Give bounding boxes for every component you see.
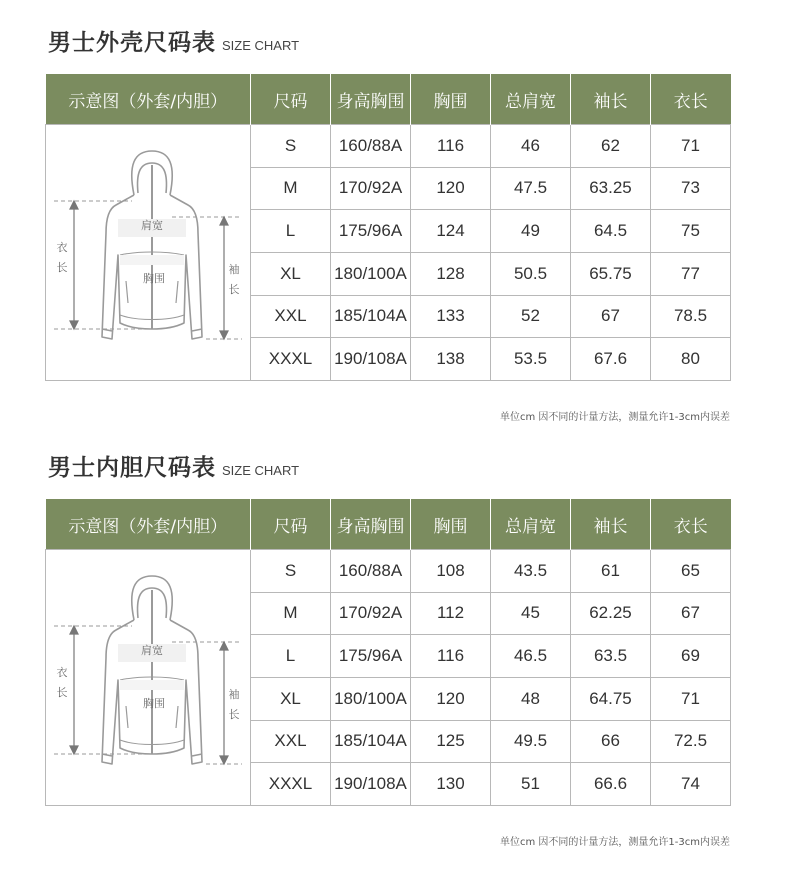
measurement-note: 单位cm 因不同的计量方法，测量允许1-3cm内误差 <box>500 837 730 848</box>
chest-label: 胸围 <box>143 697 165 710</box>
length-label-1: 衣 <box>56 666 68 679</box>
measure-cell: 116 <box>411 635 491 678</box>
size-cell: L <box>251 210 331 253</box>
measure-cell: 52 <box>491 295 571 338</box>
size-cell: XL <box>251 252 331 295</box>
title-cn: 男士内胆尺码表 <box>48 455 216 481</box>
shoulder-label: 肩宽 <box>141 644 163 657</box>
measure-cell: 190/108A <box>331 763 411 806</box>
measure-cell: 51 <box>491 763 571 806</box>
column-header: 示意图（外套/内胆） <box>46 74 251 125</box>
measurement-note: 单位cm 因不同的计量方法，测量允许1-3cm内误差 <box>500 412 730 423</box>
measure-cell: 185/104A <box>331 720 411 763</box>
shoulder-label: 肩宽 <box>141 219 163 232</box>
measure-cell: 112 <box>411 592 491 635</box>
measure-cell: 49.5 <box>491 720 571 763</box>
measure-cell: 180/100A <box>331 252 411 295</box>
sleeve-arrow <box>220 217 228 339</box>
sleeve-label-1: 袖 <box>228 688 240 701</box>
size-table <box>45 74 731 381</box>
measure-cell: 69 <box>651 635 731 678</box>
length-label-2: 长 <box>56 686 68 699</box>
size-cell: S <box>251 125 331 168</box>
sleeve-label-2: 长 <box>228 708 240 721</box>
column-header: 袖长 <box>571 499 651 550</box>
measure-cell: 120 <box>411 677 491 720</box>
measure-cell: 180/100A <box>331 677 411 720</box>
measure-cell: 65.75 <box>571 252 651 295</box>
measure-cell: 62 <box>571 125 651 168</box>
measure-cell: 170/92A <box>331 592 411 635</box>
size-cell: XXL <box>251 720 331 763</box>
size-cell: XXXL <box>251 338 331 381</box>
measure-cell: 74 <box>651 763 731 806</box>
table-header-row <box>46 74 731 125</box>
sleeve-arrow <box>220 642 228 764</box>
measure-cell: 64.75 <box>571 677 651 720</box>
table-row <box>46 125 731 168</box>
column-header: 衣长 <box>651 499 731 550</box>
column-header: 总肩宽 <box>491 74 571 125</box>
measure-cell: 65 <box>651 550 731 593</box>
measure-cell: 175/96A <box>331 210 411 253</box>
chest-label: 胸围 <box>143 272 165 285</box>
measure-cell: 185/104A <box>331 295 411 338</box>
column-header: 身高胸围 <box>331 74 411 125</box>
diagram-cell <box>46 125 251 381</box>
title-en: SIZE CHART <box>222 463 300 478</box>
measure-cell: 63.5 <box>571 635 651 678</box>
measure-cell: 71 <box>651 677 731 720</box>
column-header: 示意图（外套/内胆） <box>46 499 251 550</box>
column-header: 胸围 <box>411 499 491 550</box>
measure-cell: 108 <box>411 550 491 593</box>
measure-cell: 67 <box>571 295 651 338</box>
size-cell: S <box>251 550 331 593</box>
measure-cell: 50.5 <box>491 252 571 295</box>
measure-cell: 73 <box>651 167 731 210</box>
measure-cell: 116 <box>411 125 491 168</box>
measure-cell: 80 <box>651 338 731 381</box>
column-header: 尺码 <box>251 74 331 125</box>
measure-cell: 67.6 <box>571 338 651 381</box>
measure-cell: 160/88A <box>331 550 411 593</box>
measure-cell: 46.5 <box>491 635 571 678</box>
measure-cell: 72.5 <box>651 720 731 763</box>
measure-cell: 53.5 <box>491 338 571 381</box>
length-arrow <box>70 626 78 754</box>
size-cell: M <box>251 167 331 210</box>
length-label-1: 衣 <box>56 241 68 254</box>
measure-cell: 67 <box>651 592 731 635</box>
measure-cell: 190/108A <box>331 338 411 381</box>
section-title <box>48 449 299 482</box>
measure-cell: 130 <box>411 763 491 806</box>
measure-cell: 45 <box>491 592 571 635</box>
measure-cell: 43.5 <box>491 550 571 593</box>
measure-cell: 78.5 <box>651 295 731 338</box>
measure-cell: 160/88A <box>331 125 411 168</box>
size-cell: XXL <box>251 295 331 338</box>
title-cn: 男士外壳尺码表 <box>48 30 216 56</box>
size-cell: XXXL <box>251 763 331 806</box>
measure-cell: 128 <box>411 252 491 295</box>
measure-cell: 62.25 <box>571 592 651 635</box>
size-table <box>45 499 731 806</box>
measure-cell: 66.6 <box>571 763 651 806</box>
measure-cell: 47.5 <box>491 167 571 210</box>
measure-cell: 61 <box>571 550 651 593</box>
size-cell: M <box>251 592 331 635</box>
title-en: SIZE CHART <box>222 38 300 53</box>
measure-cell: 64.5 <box>571 210 651 253</box>
measure-cell: 77 <box>651 252 731 295</box>
length-arrow <box>70 201 78 329</box>
jacket-diagram <box>46 550 250 800</box>
measure-cell: 71 <box>651 125 731 168</box>
measure-cell: 49 <box>491 210 571 253</box>
column-header: 胸围 <box>411 74 491 125</box>
jacket-diagram <box>46 125 250 375</box>
measure-cell: 124 <box>411 210 491 253</box>
length-label-2: 长 <box>56 261 68 274</box>
table-header-row <box>46 499 731 550</box>
sleeve-label-2: 长 <box>228 283 240 296</box>
column-header: 尺码 <box>251 499 331 550</box>
column-header: 衣长 <box>651 74 731 125</box>
size-cell: L <box>251 635 331 678</box>
measure-cell: 133 <box>411 295 491 338</box>
measure-cell: 46 <box>491 125 571 168</box>
jacket-outline <box>102 151 202 339</box>
measure-cell: 125 <box>411 720 491 763</box>
measure-cell: 138 <box>411 338 491 381</box>
measure-cell: 66 <box>571 720 651 763</box>
measure-cell: 170/92A <box>331 167 411 210</box>
measure-cell: 75 <box>651 210 731 253</box>
sleeve-label-1: 袖 <box>228 263 240 276</box>
diagram-cell <box>46 550 251 806</box>
column-header: 总肩宽 <box>491 499 571 550</box>
column-header: 身高胸围 <box>331 499 411 550</box>
measure-cell: 175/96A <box>331 635 411 678</box>
jacket-outline <box>102 576 202 764</box>
size-cell: XL <box>251 677 331 720</box>
measure-cell: 48 <box>491 677 571 720</box>
table-row <box>46 550 731 593</box>
measure-cell: 120 <box>411 167 491 210</box>
column-header: 袖长 <box>571 74 651 125</box>
measure-cell: 63.25 <box>571 167 651 210</box>
section-title <box>48 24 299 57</box>
